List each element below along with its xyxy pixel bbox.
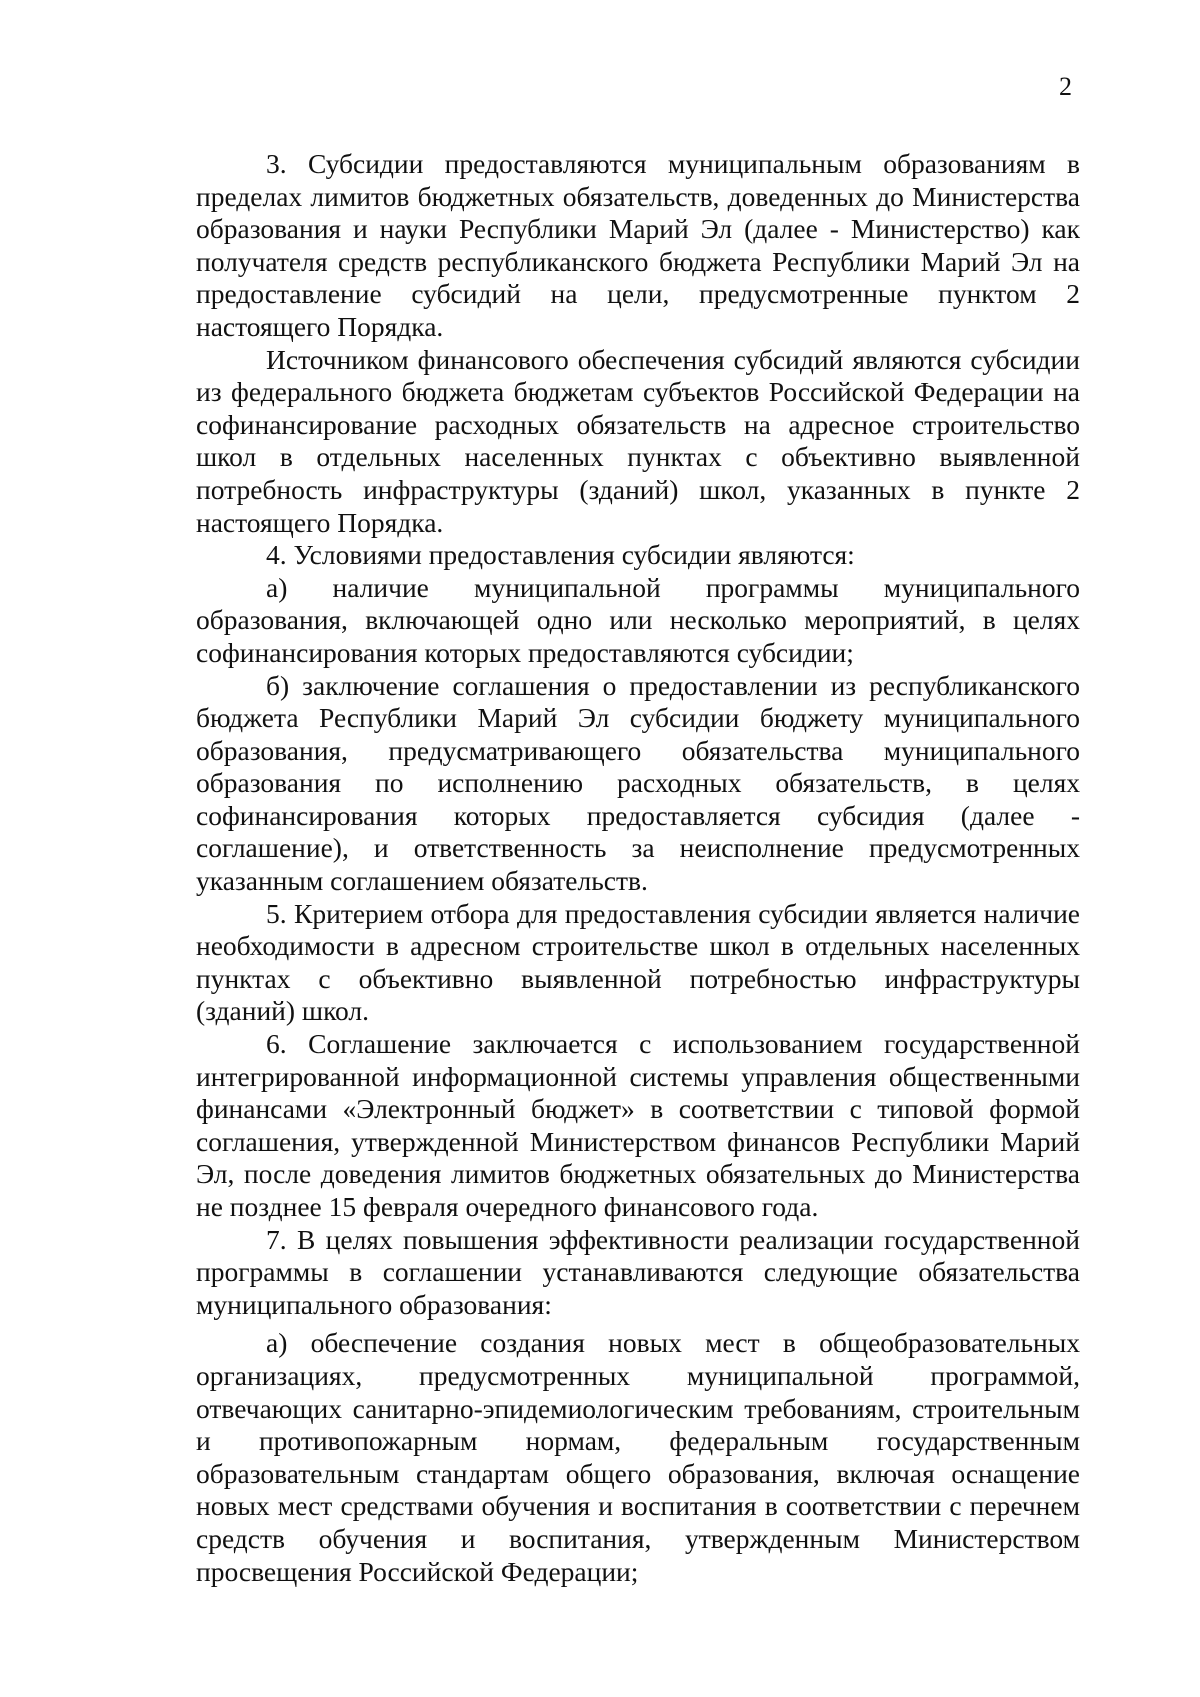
paragraph-6-agreement: 6. Соглашение заключается с использованием государственной интегрированной информационной системы управления общественными финансами «Электронный бюджет» в соответствии с типовой формой соглашения, утвержденной Министерством финансов Республики Марий Эл, после доведения лимитов бюджетных обязательных до Министерства не позднее 15 февраля очередного финансового года.	[196, 1028, 1080, 1222]
paragraph-4-conditions: 4. Условиями предоставления субсидии являются:	[266, 539, 855, 571]
paragraph-4a: а) наличие муниципальной программы муниципального образования, включающей одно или несколько мероприятий, в целях софинансирования которых предоставляются субсидии;	[196, 571, 1080, 668]
paragraph-4b: б) заключение соглашения о предоставлении из республиканского бюджета Республики Марий Эл субсидии бюджету муниципального образования, предусматривающего обязательства муниципального образования по исполнению расходных обязательств, в целях софинансирования которых предоставляется субсидия (далее - соглашение), и ответственность за неисполнение предусмотренных указанным соглашением обязательств.	[196, 669, 1080, 897]
document-body	[196, 148, 1080, 1588]
paragraph-5-criterion: 5. Критерием отбора для предоставления субсидии является наличие необходимости в адресном строительстве школ в отдельных населенных пунктах с объективно выявленной потребностью инфраструктуры (зданий) школ.	[196, 897, 1080, 1027]
paragraph-7a: а) обеспечение создания новых мест в общеобразовательных организациях, предусмотренных муниципальной программой, отвечающих санитарно-эпидемиологическим требованиям, строительным и противопожарным нормам, федеральным государственным образовательным стандартам общего образования, включая оснащение новых мест средствами обучения и воспитания в соответствии с перечнем средств обучения и воспитания, утвержденным Министерством просвещения Российской Федерации;	[196, 1327, 1080, 1587]
paragraph-3-subsidies: 3. Субсидии предоставляются муниципальным образованиям в пределах лимитов бюджетных обязательств, доведенных до Министерства образования и науки Республики Марий Эл (далее - Министерство) как получателя средств республиканского бюджета Республики Марий Эл на предоставление субсидий на цели, предусмотренные пунктом 2 настоящего Порядка.	[196, 148, 1080, 342]
paragraph-funding-source: Источником финансового обеспечения субсидий являются субсидии из федерального бюджета бюджетам субъектов Российской Федерации на софинансирование расходных обязательств на адресное строительство школ в отдельных населенных пунктах с объективно выявленной потребность инфраструктуры (зданий) школ, указанных в пункте 2 настоящего Порядка.	[196, 343, 1080, 538]
page-number: 2	[1059, 72, 1072, 101]
paragraph-7-obligations: 7. В целях повышения эффективности реализации государственной программы в соглашении устанавливаются следующие обязательства муниципального образования:	[196, 1223, 1080, 1320]
